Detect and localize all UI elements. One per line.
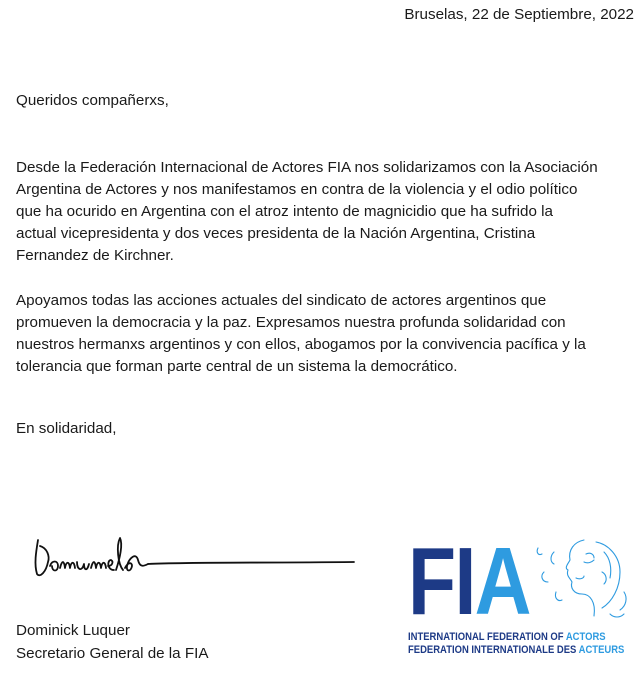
signer-name: Dominick Luquer xyxy=(16,622,130,639)
fia-logo-tagline-french-main: FEDERATION INTERNATIONALE DES xyxy=(408,644,579,656)
letter-paragraph-2 xyxy=(16,290,628,378)
fia-logo-tagline-english xyxy=(408,631,606,644)
paragraph-line: que ha ocurido en Argentina con el atroz intento de magnicidio que ha sufrido la xyxy=(16,203,553,220)
face-profile-sketch-icon xyxy=(524,532,632,628)
letter-date: Bruselas, 22 de Septiembre, 2022 xyxy=(404,6,634,23)
paragraph-line: Apoyamos todas las acciones actuales del sindicato de actores argentinos que xyxy=(16,292,547,309)
letter-greeting: Queridos compañerxs, xyxy=(16,92,169,109)
paragraph-line: nuestros hermanxs argentinos y con ellos, abogamos por la convivencia pacífica y la xyxy=(16,336,586,353)
paragraph-line: Argentina de Actores y nos manifestamos en contra de la violencia y el odio político xyxy=(16,181,578,198)
paragraph-line: Fernandez de Kirchner. xyxy=(16,247,174,264)
fia-logo-tagline-english-accent: ACTORS xyxy=(565,631,606,643)
paragraph-line: tolerancia que forman parte central de un sistema la democrático. xyxy=(16,358,458,375)
fia-logo xyxy=(404,528,634,672)
letter-paragraph-1 xyxy=(16,157,628,267)
paragraph-line: Desde la Federación Internacional de Actores FIA nos solidarizamos con la Asociación xyxy=(16,159,598,176)
paragraph-line: promueven la democracia y la paz. Expresamos nuestra profunda solidaridad con xyxy=(16,314,566,331)
fia-logo-tagline-english-main: INTERNATIONAL FEDERATION OF xyxy=(408,631,566,643)
handwritten-signature-icon xyxy=(28,532,358,592)
fia-logo-letters xyxy=(408,528,530,635)
fia-logo-fi: FI xyxy=(408,528,475,635)
fia-logo-tagline-french xyxy=(408,644,624,657)
signer-title: Secretario General de la FIA xyxy=(16,645,209,662)
fia-logo-tagline-french-accent: ACTEURS xyxy=(578,644,625,656)
paragraph-line: actual vicepresidenta y dos veces presidenta de la Nación Argentina, Cristina xyxy=(16,225,536,242)
letter-closing: En solidaridad, xyxy=(16,420,117,437)
fia-logo-a: A xyxy=(474,528,530,635)
